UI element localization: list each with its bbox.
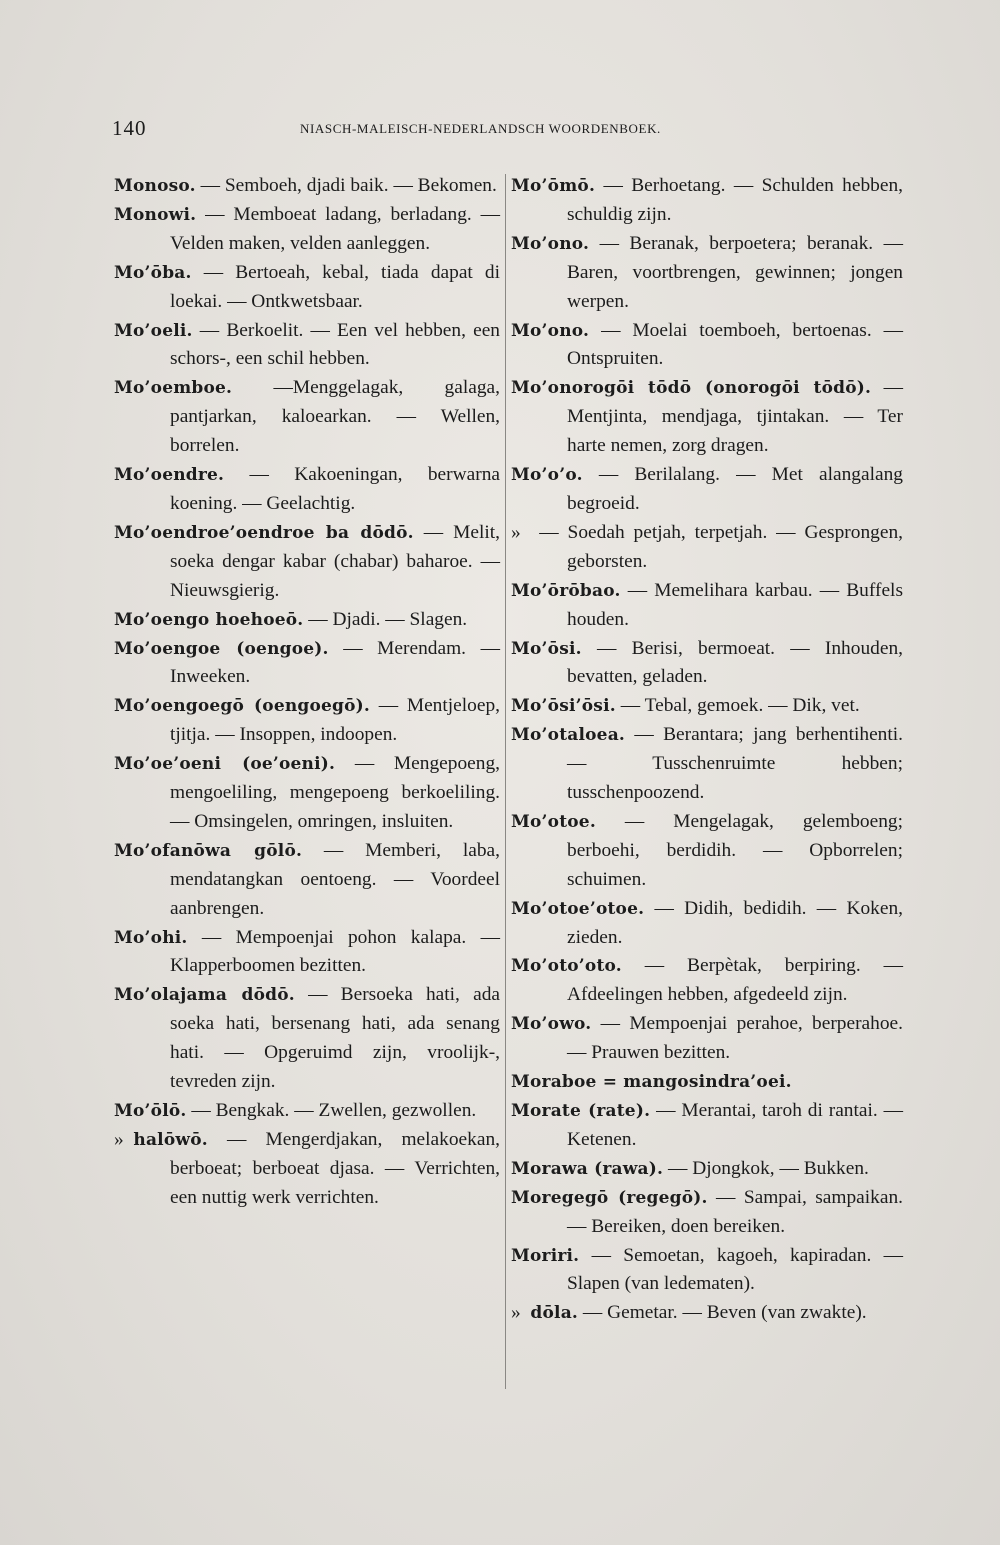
- dictionary-entry: [511, 519, 903, 577]
- dictionary-entry: [114, 1126, 500, 1213]
- dictionary-entry: [511, 635, 903, 693]
- entry-definition: — Memelihara karbau. — Buffels houden.: [567, 579, 903, 630]
- dictionary-entry: [511, 1242, 903, 1300]
- entry-definition: — Djadi. — Slagen.: [303, 608, 468, 630]
- dictionary-entry: [511, 577, 903, 635]
- entry-headword: Mo’oe’oeni (oe’oeni).: [114, 754, 336, 775]
- entry-headword: Monowi.: [114, 204, 197, 225]
- entry-headword: Moregegō (regegō).: [511, 1187, 708, 1208]
- dictionary-entry: [114, 981, 500, 1097]
- entry-headword: Morawa (rawa).: [511, 1158, 664, 1179]
- entry-definition: — Soedah petjah, terpetjah. — Gesprongen, geborsten.: [530, 521, 903, 572]
- entry-definition: — Berpètak, berpiring. — Afdeelingen hebben, afgedeeld zijn.: [567, 955, 903, 1006]
- dictionary-entry: [114, 259, 500, 317]
- dictionary-entry: [114, 1097, 500, 1126]
- page-header: [112, 116, 912, 146]
- entry-headword: Mo’otoe’otoe.: [511, 898, 645, 919]
- entry-headword: Mo’ōmō.: [511, 176, 596, 196]
- dictionary-entry: [114, 201, 500, 259]
- entry-definition: — Tebal, gemoek. — Dik, vet.: [615, 695, 860, 717]
- entry-headword: Mo’oto’oto.: [511, 956, 622, 977]
- entry-definition: — Memberi, laba, mendatangkan oentoeng. — Voordeel aanbrengen.: [170, 839, 500, 919]
- entry-headword: Moraboe = mangosindra’oei.: [511, 1072, 792, 1093]
- dictionary-entry: [511, 374, 903, 461]
- entry-headword: Mo’ōlō.: [114, 1101, 187, 1121]
- entry-definition: — Sampai, sampaikan. — Bereiken, doen bereiken.: [567, 1186, 903, 1237]
- dictionary-entry: [511, 1155, 903, 1184]
- entry-definition: — Mengelagak, gelemboeng; berboehi, berdidih. — Opborrelen; schuimen.: [567, 810, 903, 890]
- entry-headword: Mo’oengoegō (oengoegō).: [114, 696, 371, 717]
- entry-definition: — Memboeat ladang, berladang. — Velden maken, velden aanleggen.: [170, 203, 500, 254]
- entry-headword: halōwō.: [133, 1129, 208, 1150]
- ditto-mark: »: [511, 521, 521, 543]
- entry-headword: Mo’otoe.: [511, 811, 596, 832]
- entry-definition: — Berilalang. — Met alangalang begroeid.: [567, 464, 903, 514]
- dictionary-entry: [511, 1097, 903, 1155]
- entry-definition: — Mempoenjai perahoe, berperahoe. — Prauwen bezitten.: [567, 1013, 903, 1064]
- dictionary-entry: [511, 952, 903, 1010]
- entry-definition: — Kakoeningan, berwarna koening. — Geelachtig.: [170, 464, 500, 514]
- column-divider: [505, 174, 506, 1389]
- dictionary-entry: [511, 230, 903, 317]
- entry-headword: Moriri.: [511, 1245, 580, 1266]
- entry-definition: — Bertoeah, kebal, tiada dapat di loekai. — Ontkwetsbaar.: [170, 261, 500, 312]
- entry-headword: Mo’o’o.: [511, 465, 583, 486]
- entry-headword: Mo’ōba.: [114, 262, 192, 283]
- dictionary-entry: [511, 721, 903, 808]
- right-column: [511, 172, 903, 1402]
- entry-headword: Mo’oeli.: [114, 320, 193, 341]
- entry-definition: — Mengepoeng, mengoeliling, mengepoeng berkoeliling. — Omsingelen, omringen, insluiten.: [170, 753, 500, 832]
- dictionary-entry: [511, 317, 903, 375]
- entry-headword: Mo’ōsi’ōsi.: [511, 696, 616, 717]
- dictionary-entry: [114, 692, 500, 750]
- entry-headword: Mo’owo.: [511, 1014, 592, 1035]
- entry-headword: Mo’ohi.: [114, 927, 188, 948]
- entry-headword: dōla.: [530, 1303, 579, 1324]
- entry-definition: — Semoetan, kagoeh, kapiradan. — Slapen (van ledematen).: [567, 1244, 903, 1295]
- entry-definition: — Berisi, bermoeat. — Inhouden, bevatten, geladen.: [567, 637, 903, 688]
- entry-definition: — Melit, soeka dengar kabar (chabar) baharoe. — Nieuwsgierig.: [170, 521, 500, 601]
- entry-definition: — Beranak, berpoetera; beranak. — Baren, voortbrengen, gewinnen; jongen werpen.: [567, 232, 903, 312]
- entry-headword: Mo’otaloea.: [511, 725, 626, 746]
- entry-headword: Mo’oemboe.: [114, 378, 233, 399]
- dictionary-entry: [114, 924, 500, 982]
- entry-definition: — Mentjeloep, tjitja. — Insoppen, indoopen.: [170, 695, 500, 746]
- dictionary-entry: [511, 895, 903, 953]
- dictionary-entry: [114, 172, 500, 201]
- dictionary-entry: [511, 1068, 903, 1097]
- entry-definition: — Merantai, taroh di rantai. — Ketenen.: [567, 1100, 903, 1150]
- dictionary-entry: [114, 461, 500, 519]
- entry-headword: Mo’oendroe’oendroe ba dōdō.: [114, 522, 414, 543]
- entry-definition: — Berantara; jang berhentihenti. — Tusschenruimte hebben; tusschenpoozend.: [567, 724, 903, 804]
- entry-definition: — Djongkok, — Bukken.: [663, 1157, 869, 1179]
- dictionary-entry: [114, 635, 500, 693]
- dictionary-entry: [114, 374, 500, 461]
- dictionary-entry: [511, 808, 903, 895]
- entry-definition: — Bersoeka hati, ada soeka hati, bersenang hati, ada senang hati. — Opgeruimd zijn, vroolijk-, tevreden zijn.: [170, 984, 501, 1093]
- dictionary-entry: [511, 692, 903, 721]
- entry-headword: Mo’oengoe (oengoe).: [114, 638, 329, 659]
- entry-definition: — Mempoenjai pohon kalapa. — Klapperboomen bezitten.: [170, 926, 500, 977]
- entry-headword: Mo’ono.: [511, 320, 590, 341]
- left-column: [114, 172, 500, 1402]
- entry-headword: Mo’ono.: [511, 233, 590, 254]
- entry-definition: — Mengerdjakan, melakoekan, berboeat; berboeat djasa. — Verrichten, een nuttig werk verrichten.: [170, 1128, 500, 1208]
- dictionary-entry: [511, 1184, 903, 1242]
- entry-definition: — Gemetar. — Beven (van zwakte).: [578, 1302, 867, 1324]
- entry-definition: — Semboeh, djadi baik. — Bekomen.: [195, 175, 497, 196]
- ditto-mark: »: [511, 1302, 521, 1324]
- entry-definition: — Berhoetang. — Schulden hebben, schuldig zijn.: [567, 175, 903, 225]
- dictionary-entry: [114, 606, 500, 635]
- dictionary-entry: [114, 750, 500, 837]
- entry-headword: Mo’onorogōi tōdō (onorogōi tōdō).: [511, 378, 872, 399]
- entry-headword: Morate (rate).: [511, 1101, 651, 1121]
- entry-definition: — Moelai toemboeh, bertoenas. — Ontspruiten.: [567, 319, 903, 370]
- entry-headword: Mo’oengo hoehoeō.: [114, 609, 304, 630]
- entry-definition: — Mentjinta, mendjaga, tjintakan. — Ter harte nemen, zorg dragen.: [567, 377, 903, 457]
- dictionary-entry: [114, 837, 500, 924]
- entry-headword: Mo’ōrōbao.: [511, 580, 621, 601]
- dictionary-entry: [114, 519, 500, 606]
- entry-definition: — Merendam. — Inweeken.: [170, 637, 500, 688]
- entry-headword: Mo’ofanōwa gōlō.: [114, 840, 303, 861]
- dictionary-entry: [511, 461, 903, 519]
- entry-headword: Mo’oendre.: [114, 465, 225, 486]
- dictionary-entry: [114, 317, 500, 375]
- entry-headword: Mo’olajama dōdō.: [114, 985, 295, 1006]
- entry-definition: — Didih, bedidih. — Koken, zieden.: [567, 897, 903, 948]
- entry-headword: Monoso.: [114, 176, 196, 196]
- entry-definition: —Menggelagak, galaga, pantjarkan, kaloearkan. — Wellen, borrelen.: [170, 377, 500, 457]
- running-title: NIASCH-MALEISCH-NEDERLANDSCH WOORDENBOEK.: [300, 121, 661, 136]
- entry-headword: Mo’ōsi.: [511, 638, 582, 659]
- entry-definition: — Bengkak. — Zwellen, gezwollen.: [186, 1100, 477, 1121]
- page-number: 140: [112, 116, 147, 140]
- dictionary-entry: [511, 1010, 903, 1068]
- entry-definition: — Berkoelit. — Een vel hebben, een schors-, een schil hebben.: [170, 319, 500, 370]
- dictionary-entry: [511, 1299, 903, 1328]
- ditto-mark: »: [114, 1128, 124, 1150]
- dictionary-entry: [511, 172, 903, 230]
